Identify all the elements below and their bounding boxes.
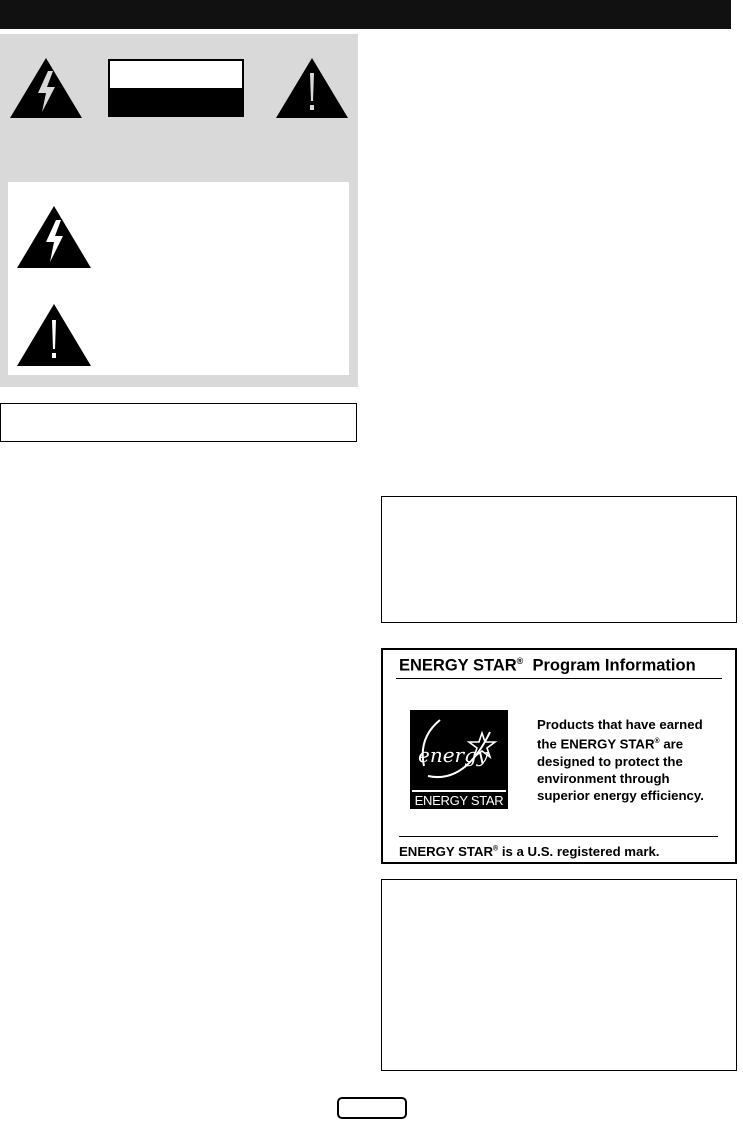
energy-star-heading: ENERGY STAR® Program Information (399, 656, 696, 675)
info-box (381, 496, 737, 623)
description-line: superior energy efficiency. (537, 788, 704, 804)
page-number-box (337, 1097, 407, 1119)
note-box (0, 403, 357, 442)
energy-logo-script: energy (418, 743, 489, 767)
exclamation-warning-triangle-icon (16, 303, 92, 367)
description-line: the ENERGY STAR (537, 736, 655, 752)
energy-star-logo-mark (410, 710, 508, 790)
energy-star-box (381, 648, 737, 864)
energy-star-description: Products that have earned the ENERGY STAR® are designed to protect the environment through superior energy efficiency. (537, 717, 704, 804)
footer-divider (399, 836, 718, 837)
description-line: environment through (537, 771, 670, 786)
lightning-warning-triangle-icon (9, 57, 83, 119)
lightning-warning-triangle-icon (16, 205, 92, 269)
energy-star-footer: ENERGY STAR® is a U.S. registered mark. (399, 844, 660, 859)
exclamation-warning-triangle-icon (275, 57, 349, 119)
caution-label-band (110, 88, 242, 115)
logo-divider (412, 790, 506, 792)
energy-star-logo-label: ENERGY STAR (414, 793, 504, 808)
description-line: designed to protect the (537, 753, 683, 769)
description-line: Products that have earned (537, 717, 703, 732)
header-bar (0, 0, 731, 29)
caution-label (108, 59, 244, 117)
info-box (381, 879, 737, 1071)
energy-star-logo-icon (410, 710, 508, 809)
heading-divider (396, 678, 722, 679)
